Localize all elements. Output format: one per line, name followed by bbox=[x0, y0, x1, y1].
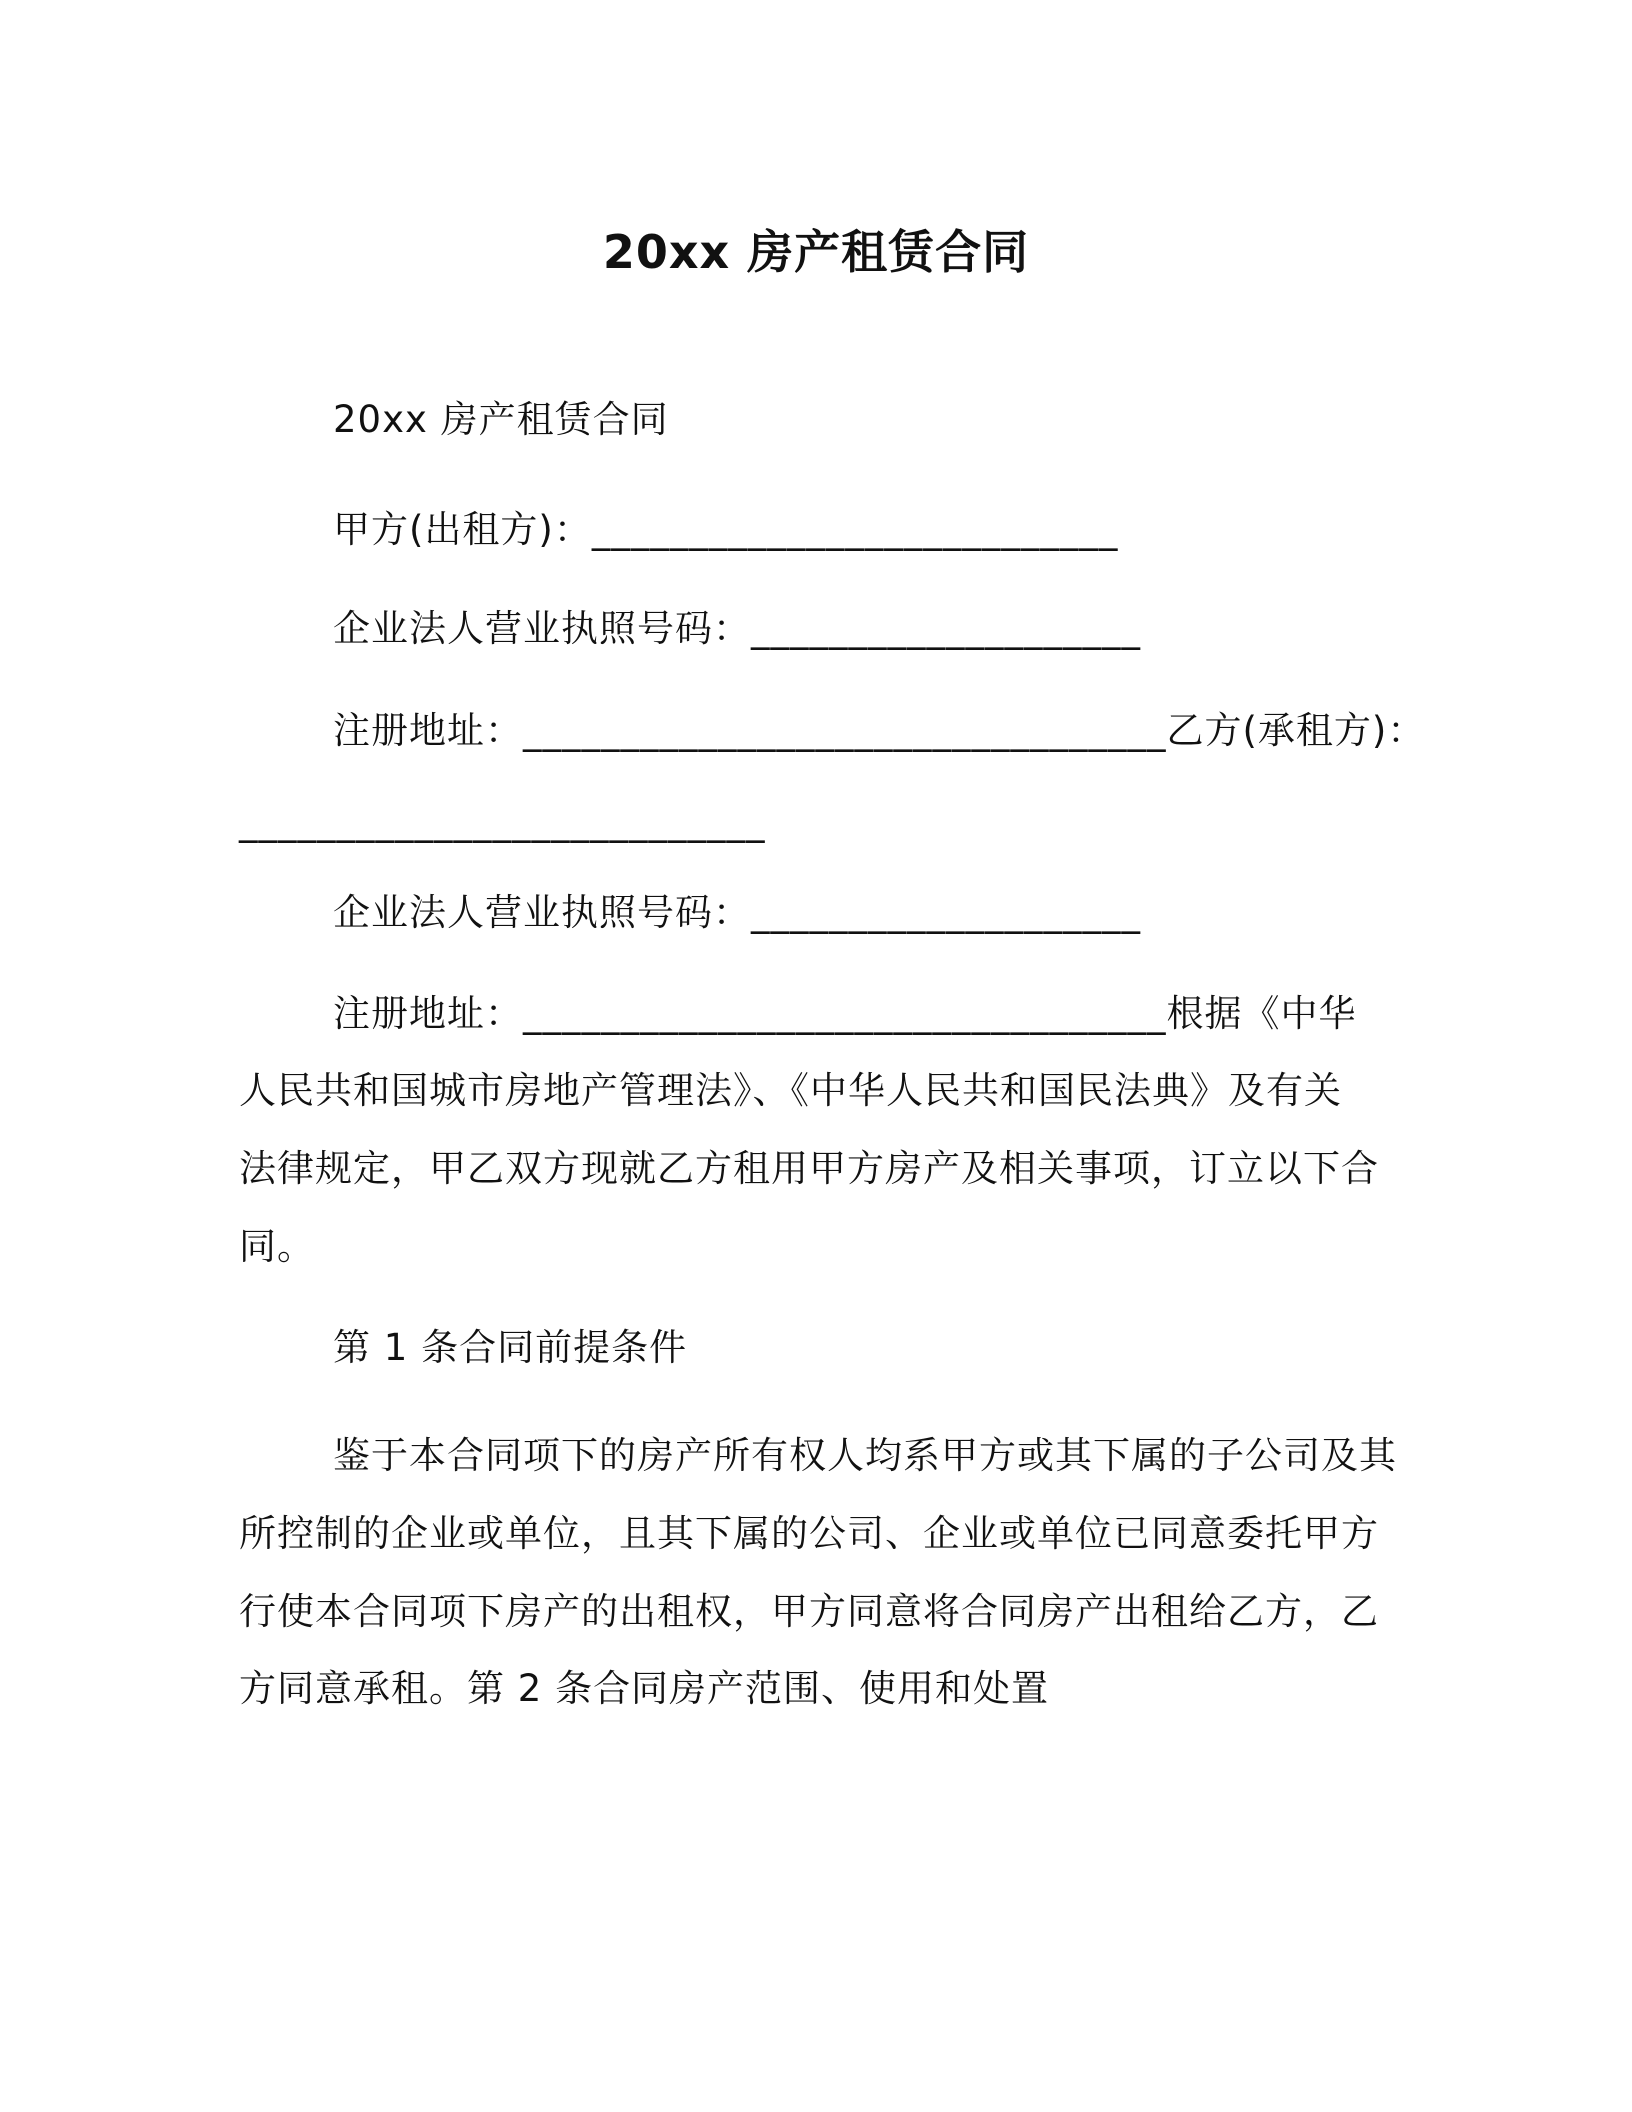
article-1-line-2: 所控制的企业或单位，且其下属的公司、企业或单位已同意委托甲方 bbox=[239, 1512, 1379, 1555]
article-1-heading: 第 1 条合同前提条件 bbox=[333, 1326, 688, 1369]
article-1-line-4: 方同意承租。第 2 条合同房产范围、使用和处置 bbox=[239, 1667, 1050, 1710]
preamble-line-3: 法律规定，甲乙双方现就乙方租用甲方房产及相关事项，订立以下合 bbox=[239, 1147, 1379, 1190]
subtitle-line: 20xx 房产租赁合同 bbox=[333, 398, 669, 441]
article-1-line-3: 行使本合同项下房产的出租权，甲方同意将合同房产出租给乙方，乙 bbox=[239, 1590, 1379, 1633]
preamble-line-2: 人民共和国城市房地产管理法》、《中华人民共和国民法典》及有关 bbox=[239, 1069, 1342, 1112]
party-b-license-line: 企业法人营业执照号码：____________________ bbox=[333, 891, 1141, 934]
party-a-license-line: 企业法人营业执照号码：____________________ bbox=[333, 607, 1141, 650]
article-1-line-1: 鉴于本合同项下的房产所有权人均系甲方或其下属的子公司及其 bbox=[333, 1434, 1397, 1477]
preamble-line-4: 同。 bbox=[239, 1225, 315, 1268]
party-b-blank-line: ___________________________ bbox=[239, 800, 766, 843]
party-a-address-line: 注册地址：_________________________________乙方(承租方)： bbox=[333, 709, 1426, 752]
party-a-line: 甲方(出租方)：___________________________ bbox=[333, 508, 1119, 551]
document-title: 20xx 房产租赁合同 bbox=[602, 225, 1030, 279]
party-b-address-line: 注册地址：_________________________________根据《中华 bbox=[333, 992, 1357, 1035]
